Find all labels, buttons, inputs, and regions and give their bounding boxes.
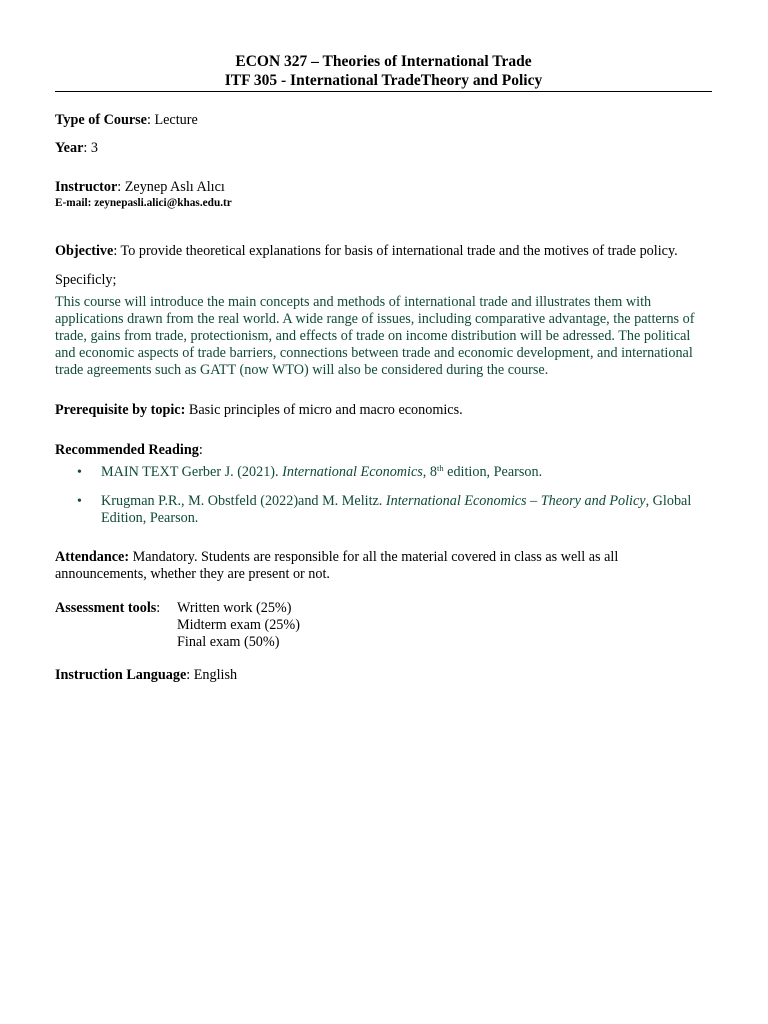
recommended-reading-heading [55, 442, 712, 459]
reading-item-prefix: Krugman P.R., M. Obstfeld (2022)and M. Melitz. [101, 493, 386, 509]
year-row [55, 140, 712, 157]
year-label: Year [55, 140, 84, 156]
course-type-value: : Lecture [146, 112, 198, 128]
instruction-language-value: : English [186, 667, 238, 683]
instructor-row [55, 179, 712, 196]
instructor-name: : Zeynep Aslı Alıcı [117, 179, 225, 195]
assessment-label-cell [55, 600, 177, 651]
objective-paragraph [55, 243, 712, 260]
assessment-label: Assessment tools [55, 600, 157, 616]
prerequisite-text: Basic principles of micro and macro economics. [185, 402, 463, 418]
recommended-reading-colon: : [198, 442, 203, 458]
assessment-item: Midterm exam (25%) [177, 617, 300, 633]
year-value: : 3 [83, 140, 98, 156]
reading-item-gerber [55, 464, 712, 481]
course-type-row [55, 112, 712, 129]
reading-item-suffix: edition, Pearson. [443, 464, 543, 480]
objective-label: Objective [55, 243, 114, 259]
reading-item-title: International Economics [282, 464, 423, 480]
instructor-label: Instructor [55, 179, 118, 195]
bullet-icon: • [77, 465, 82, 480]
course-type-label: Type of Course [55, 112, 147, 128]
course-title-itf: ITF 305 - International TradeTheory and Policy [224, 72, 543, 89]
reading-item-title: International Economics – Theory and Policy [385, 493, 646, 509]
assessment-colon: : [156, 600, 161, 616]
course-description: This course will introduce the main concepts and methods of international trade and illustrates them with applications drawn from the real world. A wide range of issues, including comparative advantage, the patterns of trade, gains from trade, protectionism, and effects of trade on income distribution will be adressed. The political and economic aspects of trade barriers, connections between trade and economic development, and international trade agreements such as GATT (now WTO) will also be considered during the course. [55, 294, 695, 378]
objective-text: : To provide theoretical explanations for basis of international trade and the motives of trade policy. [113, 243, 678, 259]
assessment-item: Written work (25%) [177, 600, 292, 616]
instructor-email: E-mail: zeynepasli.alici@khas.edu.tr [55, 197, 232, 209]
attendance-text: Mandatory. Students are responsible for all the material covered in class as well as all announcements, whether they are present or not. [55, 549, 619, 582]
syllabus-page [55, 52, 712, 684]
reading-list [55, 464, 712, 527]
course-title-econ: ECON 327 – Theories of International Trade [235, 53, 532, 70]
attendance-paragraph [55, 549, 712, 583]
recommended-reading-label: Recommended Reading [55, 442, 199, 458]
reading-item-superscript: th [436, 463, 444, 473]
reading-item-middle: , 8 [422, 464, 437, 480]
bullet-icon: • [77, 494, 82, 509]
reading-item-suffix: , Global Edition, Pearson. [101, 493, 692, 526]
course-title-block [55, 52, 712, 92]
assessment-block [55, 600, 712, 651]
instruction-language-row [55, 667, 712, 684]
reading-item-prefix: MAIN TEXT Gerber J. (2021). [101, 464, 283, 480]
prerequisite-row [55, 402, 712, 419]
prerequisite-label: Prerequisite by topic: [55, 402, 186, 418]
attendance-label: Attendance: [55, 549, 130, 565]
assessment-item: Final exam (50%) [177, 634, 280, 650]
instruction-language-label: Instruction Language [55, 667, 187, 683]
specificly-label: Specificly; [55, 272, 117, 288]
reading-item-krugman [55, 493, 712, 527]
assessment-list [177, 600, 300, 651]
